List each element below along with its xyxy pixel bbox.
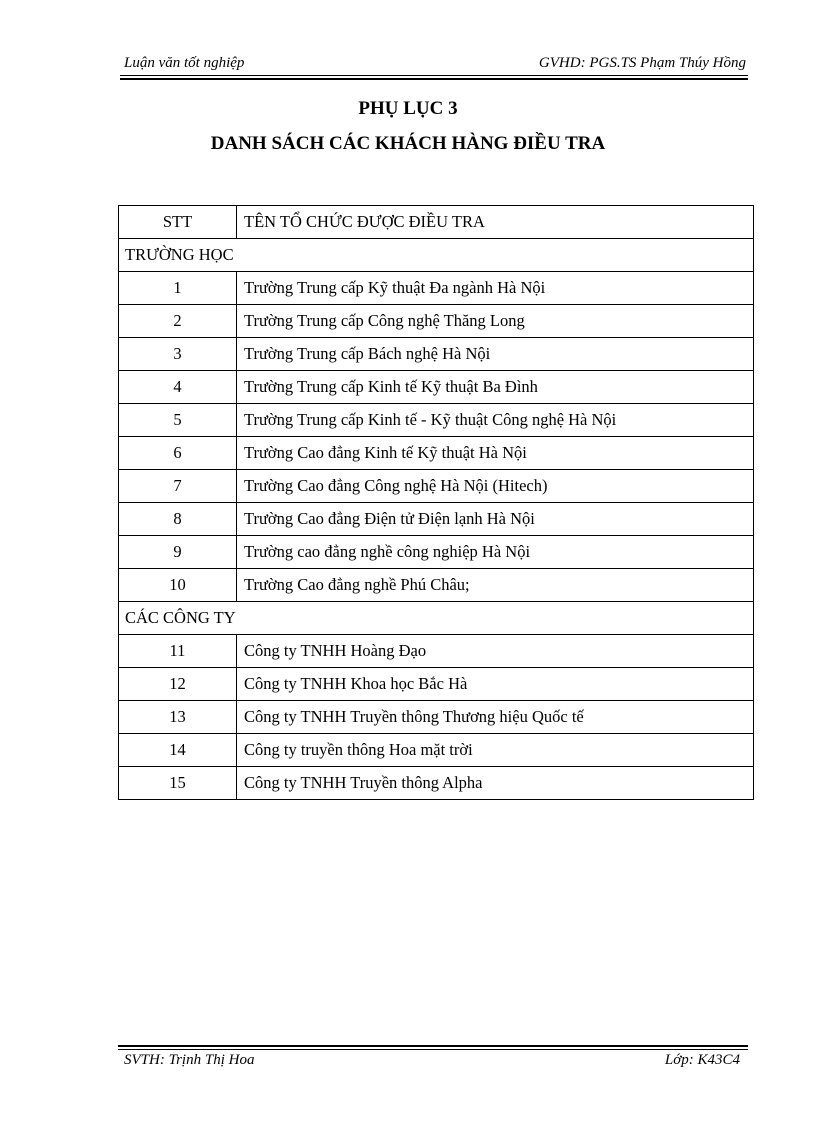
organization-name: Công ty TNHH Khoa học Bắc Hà — [237, 668, 754, 701]
page-header — [120, 53, 748, 75]
header-advisor-label: GVHD: PGS.TS Phạm Thúy Hồng — [538, 55, 746, 71]
row-number: 11 — [119, 635, 237, 668]
organization-name: Trường Cao đẳng Kinh tế Kỹ thuật Hà Nội — [237, 437, 754, 470]
table-section-row — [119, 602, 754, 635]
footer-student-label: SVTH: Trịnh Thị Hoa — [124, 1052, 255, 1068]
organization-name: Công ty truyền thông Hoa mặt trời — [237, 734, 754, 767]
footer-rule — [118, 1049, 748, 1050]
row-number: 8 — [119, 503, 237, 536]
table-row — [119, 635, 754, 668]
section-label: CÁC CÔNG TY — [119, 602, 754, 635]
header-thesis-label: Luận văn tốt nghiệp — [124, 55, 245, 71]
header-rule — [120, 75, 748, 76]
row-number: 10 — [119, 569, 237, 602]
footer-class-label: Lớp: K43C4 — [664, 1052, 740, 1068]
row-number: 6 — [119, 437, 237, 470]
footer-rule-thick — [118, 1045, 748, 1047]
row-number: 4 — [119, 371, 237, 404]
table-row — [119, 503, 754, 536]
table-row — [119, 569, 754, 602]
table-row — [119, 668, 754, 701]
customer-table — [118, 205, 754, 800]
organization-name: Trường Cao đẳng nghề Phú Châu; — [237, 569, 754, 602]
header-rule-thick — [120, 78, 748, 80]
organization-name: Trường Trung cấp Kinh tế Kỹ thuật Ba Đình — [237, 371, 754, 404]
table-row — [119, 404, 754, 437]
table-row — [119, 371, 754, 404]
organization-name: Trường Trung cấp Kinh tế - Kỹ thuật Công nghệ Hà Nội — [237, 404, 754, 437]
table-row — [119, 470, 754, 503]
appendix-title: PHỤ LỤC 3 — [358, 98, 458, 119]
organization-name: Trường Cao đẳng Điện tử Điện lạnh Hà Nội — [237, 503, 754, 536]
row-number: 7 — [119, 470, 237, 503]
table-row — [119, 305, 754, 338]
table-row — [119, 734, 754, 767]
table-row — [119, 536, 754, 569]
table-row — [119, 701, 754, 734]
row-number: 1 — [119, 272, 237, 305]
row-number: 3 — [119, 338, 237, 371]
row-number: 15 — [119, 767, 237, 800]
organization-name: Công ty TNHH Truyền thông Alpha — [237, 767, 754, 800]
section-label: TRƯỜNG HỌC — [119, 239, 754, 272]
row-number: 12 — [119, 668, 237, 701]
appendix-subtitle: DANH SÁCH CÁC KHÁCH HÀNG ĐIỀU TRA — [210, 133, 606, 154]
row-number: 2 — [119, 305, 237, 338]
organization-name: Trường Trung cấp Kỹ thuật Đa ngành Hà Nội — [237, 272, 754, 305]
row-number: 13 — [119, 701, 237, 734]
table-row — [119, 272, 754, 305]
table-section-row — [119, 239, 754, 272]
table-row — [119, 437, 754, 470]
row-number: 9 — [119, 536, 237, 569]
row-number: 5 — [119, 404, 237, 437]
table-row — [119, 767, 754, 800]
organization-name: Trường cao đẳng nghề công nghiệp Hà Nội — [237, 536, 754, 569]
table-row — [119, 338, 754, 371]
column-header-name: TÊN TỔ CHỨC ĐƯỢC ĐIỀU TRA — [237, 206, 754, 239]
table-header-row — [119, 206, 754, 239]
organization-name: Công ty TNHH Truyền thông Thương hiệu Quốc tế — [237, 701, 754, 734]
organization-name: Trường Cao đẳng Công nghệ Hà Nội (Hitech) — [237, 470, 754, 503]
organization-name: Trường Trung cấp Bách nghệ Hà Nội — [237, 338, 754, 371]
page-footer — [120, 1052, 746, 1074]
organization-name: Công ty TNHH Hoàng Đạo — [237, 635, 754, 668]
row-number: 14 — [119, 734, 237, 767]
organization-name: Trường Trung cấp Công nghệ Thăng Long — [237, 305, 754, 338]
column-header-stt: STT — [119, 206, 237, 239]
